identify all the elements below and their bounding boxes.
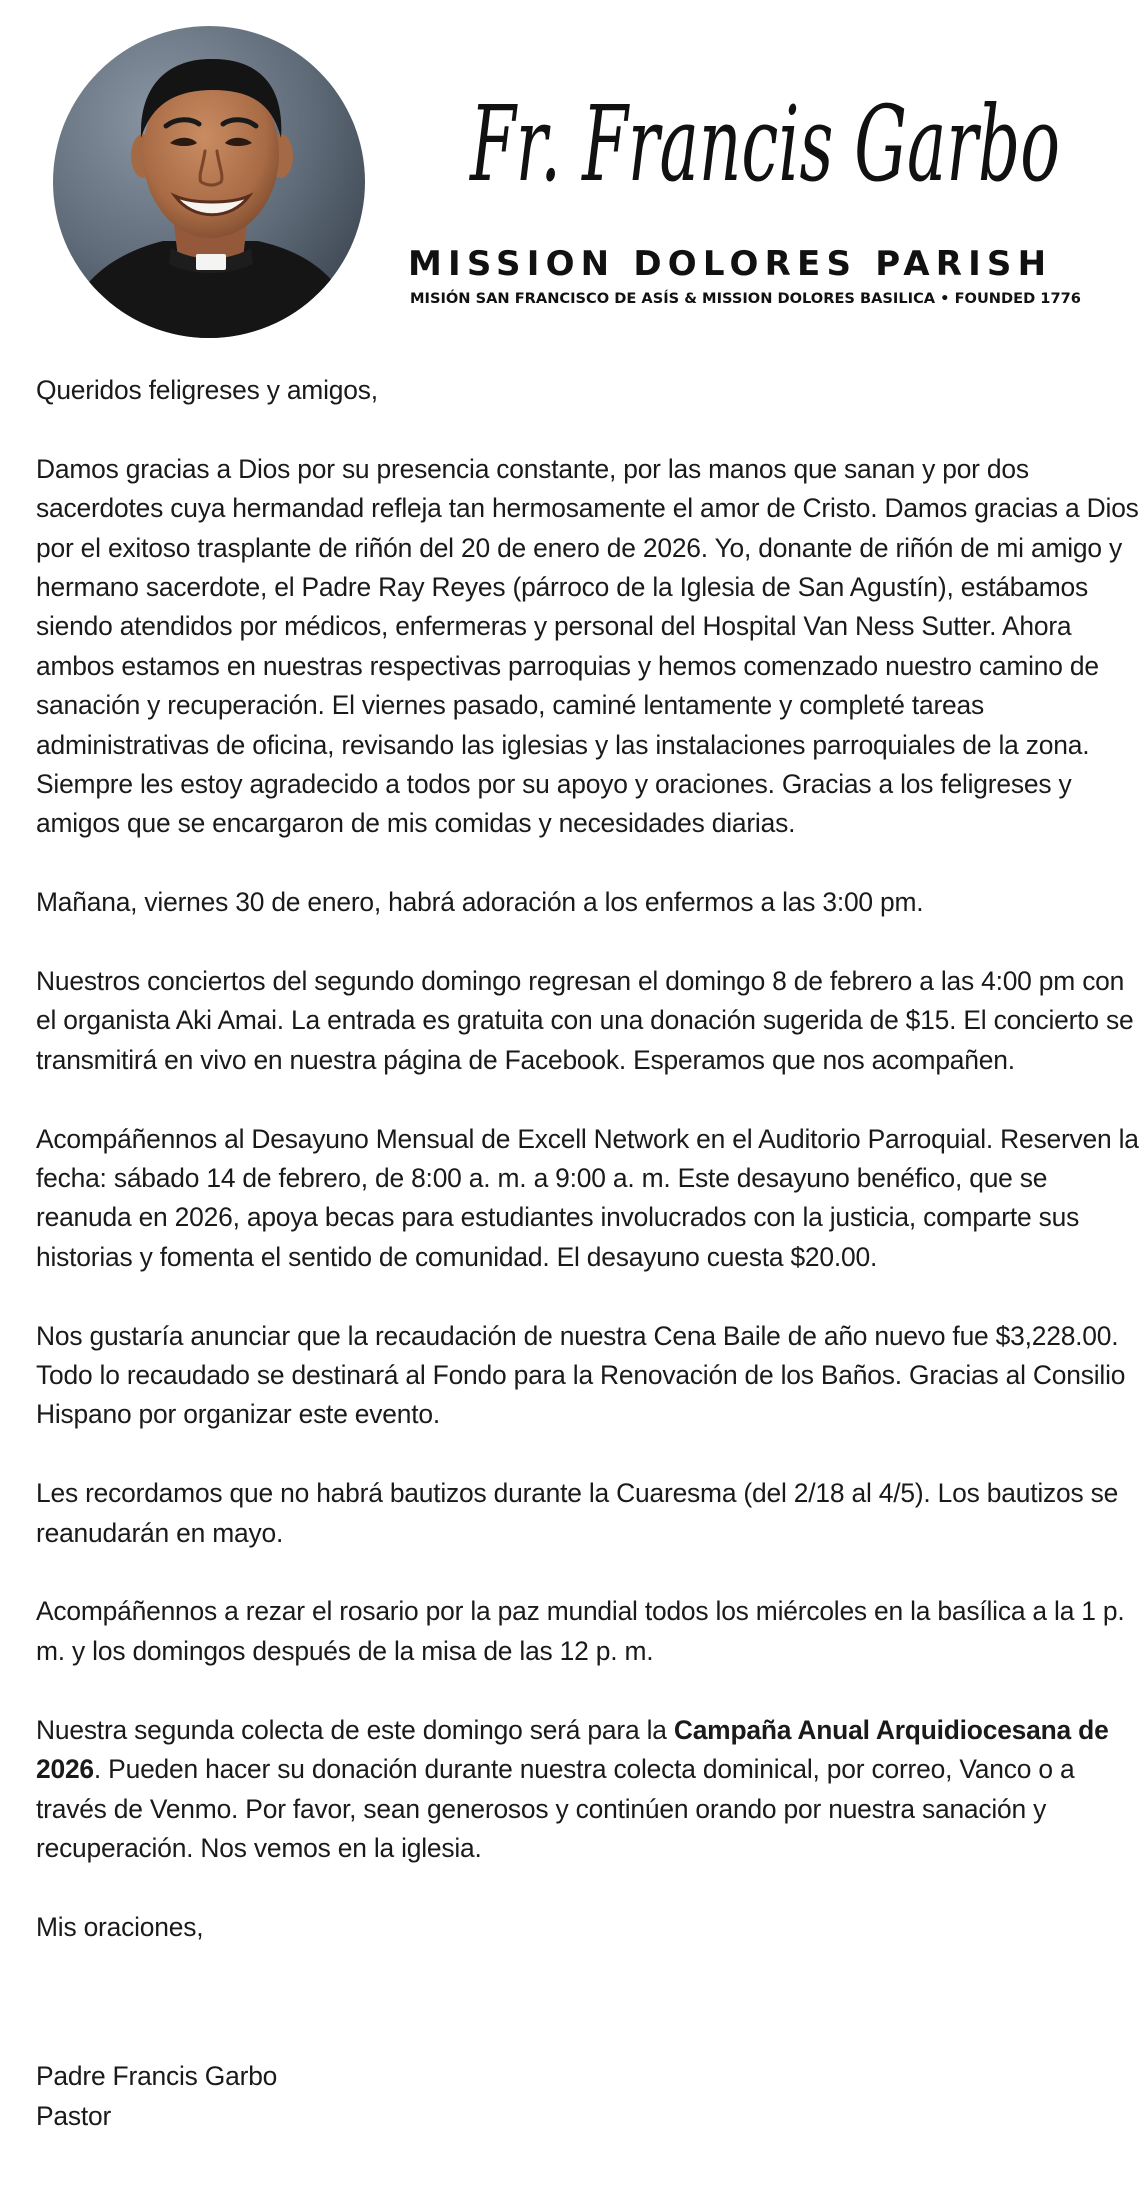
paragraph-concert: Nuestros conciertos del segundo domingo regresan el domingo 8 de febrero a las 4:00 pm con el organista Aki Amai. La entrada es gratuita con una donación sugerida de $15. El concierto se transmitirá en vivo en nuestra página de Facebook. Esperamos que nos acompañen. (36, 966, 1134, 1075)
paragraph-fundraiser: Nos gustaría anunciar que la recaudación de nuestra Cena Baile de año nuevo fue $3,228.00. Todo lo recaudado se destinará al Fondo para la Renovación de los Baños. Gracias al Consilio Hispano por organizar este evento. (36, 1320, 1126, 1430)
collection-text-after: . Pueden hacer su donación durante nuestra colecta dominical, por correo, Vanco o a través de Venmo. Por favor, sean generosos y continúen orando por nuestra sanación y recuperación. Nos vemos en la iglesia. (36, 1754, 1075, 1863)
paragraph-collection (36, 1711, 1140, 1869)
closing: Mis oraciones, (36, 1911, 204, 1942)
paragraph-baptisms: Les recordamos que no habrá bautizos durante la Cuaresma (del 2/18 al 4/5). Los bautizos se reanudarán en mayo. (36, 1478, 1119, 1548)
collection-text-before: Nuestra segunda colecta de este domingo será para la (36, 1714, 674, 1745)
parish-subtitle: MISIÓN SAN FRANCISCO DE ASÍS & MISSION DOLORES BASILICA • FOUNDED 1776 (410, 290, 1081, 307)
handwritten-signature (470, 70, 1070, 250)
signer-title: Pastor (36, 2100, 112, 2131)
paragraph-breakfast: Acompáñennos al Desayuno Mensual de Excell Network en el Auditorio Parroquial. Reserven la fecha: sábado 14 de febrero, de 8:00 a. m. a 9:00 a. m. Este desayuno benéfico, que se reanuda en 2026, apoya becas para estudiantes involucrados con la justicia, comparte sus historias y fomenta el sentido de comunidad. El desayuno cuesta $20.00. (36, 1123, 1139, 1272)
signature-script: Fr. Francis Garbo (468, 83, 1060, 205)
paragraph-gratitude: Damos gracias a Dios por su presencia constante, por las manos que sanan y por dos sacerdotes cuya hermandad refleja tan hermosamente el amor de Cristo. Damos gracias a Dios por el exitoso trasplante de riñón del 20 de enero de 2026. Yo, donante de riñón de mi amigo y hermano sacerdote, el Padre Ray Reyes (párroco de la Iglesia de San Agustín), estábamos siendo atendidos por médicos, enfermeras y personal del Hospital Van Ness Sutter. Ahora ambos estamos en nuestras respectivas parroquias y hemos comenzado nuestro camino de sanación y recuperación. El viernes pasado, caminé lentamente y completé tareas administrativas de oficina, revisando las iglesias y las instalaciones parroquiales de la zona. Siempre les estoy agradecido a todos por su apoyo y oraciones. Gracias a los feligreses y amigos que se encargaron de mis comidas y necesidades diarias. (36, 453, 1139, 839)
paragraph-adoration: Mañana, viernes 30 de enero, habrá adoración a los enfermos a las 3:00 pm. (36, 887, 924, 918)
paragraph-rosary: Acompáñennos a rezar el rosario por la paz mundial todos los miércoles en la basílica a la 1 p. m. y los domingos después de la misa de las 12 p. m. (36, 1596, 1125, 1666)
portrait-image (53, 26, 365, 338)
collection-campaign-name: Campaña Anual Arquidiocesana de 2026 (36, 1714, 1109, 1785)
pastor-photo (53, 26, 365, 338)
letterhead (0, 0, 1141, 350)
letter-body (36, 371, 1140, 2136)
parish-name: MISSION DOLORES PARISH (408, 244, 1053, 284)
signer-name: Padre Francis Garbo (36, 2061, 278, 2092)
greeting: Queridos feligreses y amigos, (36, 375, 378, 405)
